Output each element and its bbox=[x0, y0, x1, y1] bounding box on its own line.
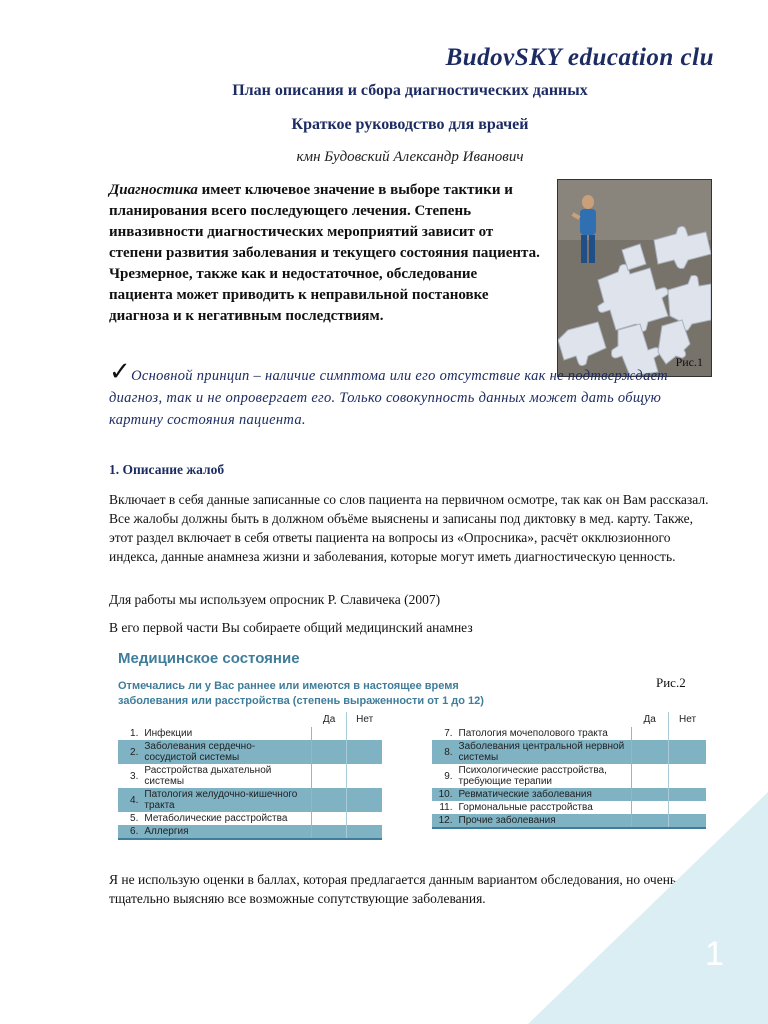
page-number: 1 bbox=[705, 935, 724, 973]
section-paragraph-2: Для работы мы используем опросник Р. Славичека (2007) bbox=[109, 592, 441, 607]
col-yes-header: Да bbox=[631, 712, 668, 727]
table-row: 10. Ревматические заболевания bbox=[432, 788, 706, 801]
col-no-header: Нет bbox=[679, 714, 697, 725]
col-yes-header: Да bbox=[312, 712, 347, 727]
principle-text bbox=[109, 357, 709, 431]
figure-2-caption: Рис.2 bbox=[656, 675, 686, 690]
table-row: 2. Заболевания сердечно-сосудистой системы bbox=[118, 740, 382, 764]
puzzle-illustration bbox=[558, 180, 711, 376]
checkmark-icon: ✓ bbox=[109, 357, 132, 386]
intro-text: имеет ключевое значение в выборе тактики и планирования всего последующего лечения. Степень инвазивности диагностических мероприятий зависит от степени развития заболевания и текущего состояния пациента. Чрезмерное, также как и недостаточное, обследование пациента может приводить к неправильной постановке диагноза и к негативным последствиям. bbox=[109, 182, 540, 324]
table-row: 6. Аллергия bbox=[118, 825, 382, 839]
principle-body: Основной принцип – наличие симптома или его отсутствие как не подтверждает диагноз, так и не опровергает его. Только совокупность данных может дать общую картину состояния пациента. bbox=[109, 368, 668, 428]
intro-lead: Диагностика bbox=[109, 182, 198, 198]
figure-2-subtitle: Отмечались ли у Вас раннее или имеются в настоящее время заболевания или расстройства (степень выраженности от 1 до 12) bbox=[118, 680, 484, 707]
brand-logo: BudovSKY education clu bbox=[445, 44, 714, 71]
figure-1-caption: Рис.1 bbox=[675, 355, 703, 369]
col-no-header: Нет bbox=[356, 714, 374, 725]
page-title: План описания и сбора диагностических данных bbox=[232, 82, 588, 99]
corner-decoration bbox=[528, 792, 768, 1024]
page-subtitle: Краткое руководство для врачей bbox=[291, 116, 529, 133]
table-row: 5. Метаболические расстройства bbox=[118, 812, 382, 825]
footer-paragraph: Я не использую оценки в баллах, которая предлагается данным вариантом обследования, но очень тщательно выясняю все возможные сопутствующие заболевания. bbox=[109, 872, 677, 906]
table-row: 3. Расстройства дыхательной системы bbox=[118, 764, 382, 788]
medical-table-left bbox=[118, 712, 382, 840]
table-row: 4. Патология желудочно-кишечного тракта bbox=[118, 788, 382, 812]
author-line: кмн Будовский Александр Иванович bbox=[296, 149, 524, 165]
table-row: 7. Патология мочеполового тракта bbox=[432, 727, 706, 740]
table-row: 11. Гормональные расстройства bbox=[432, 801, 706, 814]
figure-2-title: Медицинское состояние bbox=[118, 650, 300, 667]
section-paragraph-1: Включает в себя данные записанные со слов пациента на первичном осмотре, так как он Вам рассказал. Все жалобы должны быть в должном объёме выяснены и записаны под диктовку в мед. карту. Также, этот раздел включает в себя ответы пациента на вопросы из «Опросника», расчёт окклюзионного индекса, данные анамнеза жизни и заболевания, которые могут иметь диагностическую ценность. bbox=[109, 492, 709, 564]
table-row: 9. Психологические расстройства, требующие терапии bbox=[432, 764, 706, 788]
table-row: 12. Прочие заболевания bbox=[432, 814, 706, 828]
table-row: 8. Заболевания центральной нервной системы bbox=[432, 740, 706, 764]
table-row: 1. Инфекции bbox=[118, 727, 382, 740]
intro-paragraph bbox=[109, 180, 541, 327]
section-heading: 1. Описание жалоб bbox=[109, 462, 225, 477]
section-paragraph-3: В его первой части Вы собираете общий медицинский анамнез bbox=[109, 620, 473, 635]
figure-1-puzzle-image bbox=[557, 179, 712, 377]
